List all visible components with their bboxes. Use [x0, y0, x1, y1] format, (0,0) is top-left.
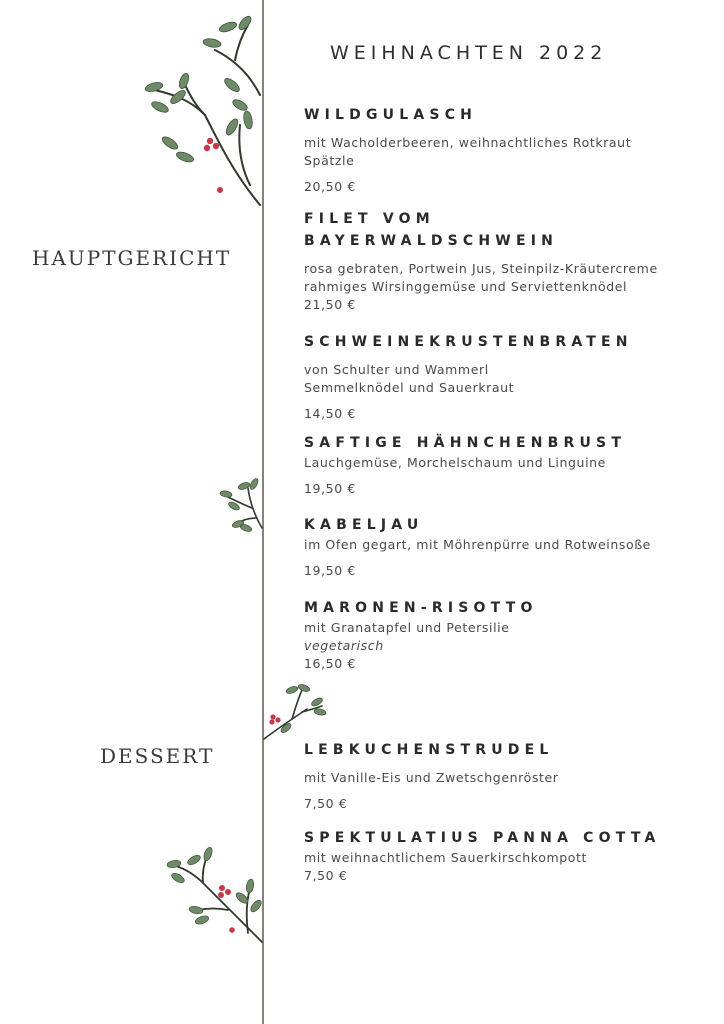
menu-item-maronen-risotto	[304, 597, 714, 673]
dish-price: 19,50 €	[304, 481, 356, 496]
mistletoe-sprig-icon	[220, 478, 270, 533]
menu-item-lebkuchenstrudel	[304, 739, 714, 813]
dish-description: Spätzle	[304, 153, 355, 168]
dish-price: 7,50 €	[304, 868, 348, 883]
dish-price: 20,50 €	[304, 179, 356, 194]
dish-name: WILDGULASCH	[304, 107, 478, 123]
menu-item-schweinekrustenbraten	[304, 331, 714, 423]
dish-name: SPEKTULATIUS PANNA COTTA	[304, 830, 661, 846]
dish-name: SAFTIGE HÄHNCHENBRUST	[304, 435, 627, 451]
mistletoe-sprig-icon	[262, 684, 327, 744]
section-heading-dessert: DESSERT	[100, 744, 215, 768]
menu-title: WEIHNACHTEN 2022	[330, 42, 608, 64]
mistletoe-sprig-icon	[140, 15, 270, 215]
menu-item-kabeljau	[304, 514, 714, 580]
dish-price: 14,50 €	[304, 406, 356, 421]
dish-description: mit Granatapfel und Petersilie	[304, 620, 510, 635]
dish-price: 7,50 €	[304, 796, 348, 811]
menu-item-filet-vom-bayerwaldschwein	[304, 208, 714, 314]
dish-name: MARONEN-RISOTTO	[304, 600, 538, 616]
dish-description: rahmiges Wirsinggemüse und Serviettenknödel	[304, 279, 628, 294]
dish-name: FILET VOM	[304, 211, 435, 227]
dish-name: BAYERWALDSCHWEIN	[304, 233, 559, 249]
dish-description: im Ofen gegart, mit Möhrenpürre und Rotweinsoße	[304, 537, 651, 552]
dish-name: LEBKUCHENSTRUDEL	[304, 742, 554, 758]
dish-description: mit Vanille-Eis und Zwetschgenröster	[304, 770, 559, 785]
dish-price: 16,50 €	[304, 656, 356, 671]
menu-item-saftige-haehnchenbrust	[304, 432, 714, 498]
menu-item-spekulatius-panna-cotta	[304, 827, 714, 885]
menu-item-wildgulasch	[304, 104, 714, 196]
dish-dietary-note: vegetarisch	[304, 638, 384, 653]
dish-description: rosa gebraten, Portwein Jus, Steinpilz-Kräutercreme	[304, 261, 658, 276]
dish-description: Lauchgemüse, Morchelschaum und Linguine	[304, 455, 606, 470]
dish-description: von Schulter und Wammerl	[304, 362, 489, 377]
dish-description: Semmelknödel und Sauerkraut	[304, 380, 515, 395]
dish-price: 19,50 €	[304, 563, 356, 578]
dish-description: mit weihnachtlichem Sauerkirschkompott	[304, 850, 587, 865]
section-heading-main: HAUPTGERICHT	[32, 246, 232, 270]
mistletoe-sprig-icon	[168, 848, 268, 948]
dish-price: 21,50 €	[304, 297, 356, 312]
dish-name: SCHWEINEKRUSTENBRATEN	[304, 334, 633, 350]
dish-name: KABELJAU	[304, 517, 424, 533]
dish-description: mit Wacholderbeeren, weihnachtliches Rotkraut	[304, 135, 632, 150]
